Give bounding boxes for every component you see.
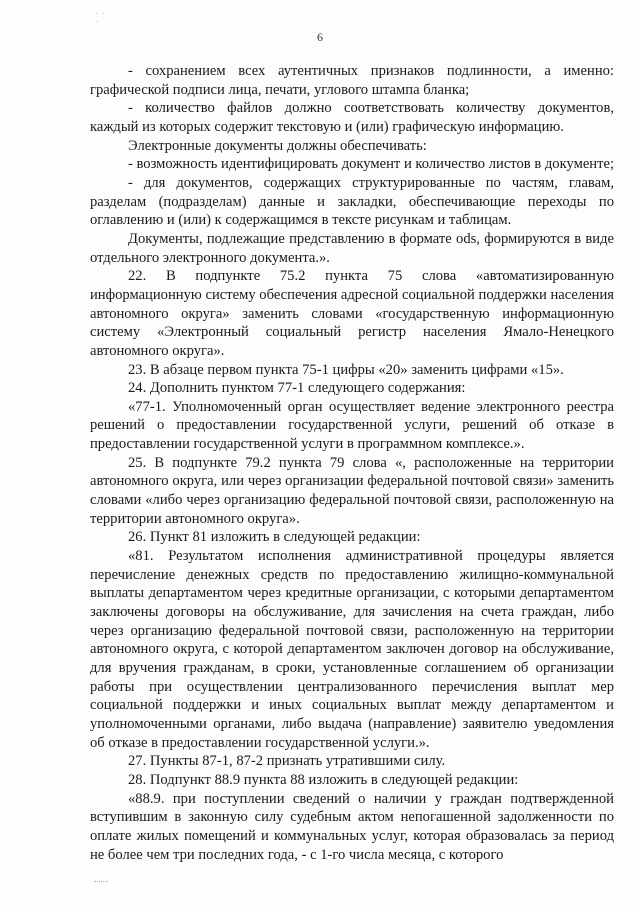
paragraph: 23. В абзаце первом пункта 75-1 цифры «20» заменить цифрами «15». [128,361,564,378]
document-body [90,62,614,864]
paragraph: 22. В подпункте 75.2 пункта 75 слова «автоматизированную информационную систему обеспечения адресной социальной поддержки населения автономного округа» заменить словами «государственную информационную систему «Электронный социальный регистр населения Ямало-Ненецкого автономного округа». [90,268,614,359]
paragraph: 27. Пункты 87-1, 87-2 признать утратившими силу. [128,753,446,770]
paragraph: «81. Результатом исполнения административной процедуры является перечисление денежных средств по предоставлению жилищно-коммунальной выплаты департаментом через кредитные организации, с которыми департаментом заключены договоры на обслуживание, для зачисления на счета граждан, либо через организацию федеральной почтовой связи, расположенную на территории автономного округа, с которой департаментом заключен договор на обслуживание, для вручения гражданам, в сроки, установленные соглашением об организации работы при осуществлении централизованного перечисления выплат мер социальной поддержки и иных социальных выплат между департаментом и уполномоченными органами, либо выдача (направление) заявителю уведомления об отказе в предоставлении государственной услуги.». [90,548,614,751]
paragraph: 24. Дополнить пунктом 77-1 следующего содержания: [128,380,466,397]
paragraph: - количество файлов должно соответствовать количеству документов, каждый из которых содержит текстовую и (или) графическую информацию. [90,100,614,135]
paragraph: - возможность идентифицировать документ и количество листов в документе; [128,156,615,173]
paragraph: 28. Подпункт 88.9 пункта 88 изложить в следующей редакции: [128,771,519,788]
paragraph: 26. Пункт 81 изложить в следующей редакции: [128,529,421,546]
paragraph: Электронные документы должны обеспечивать: [128,137,427,154]
scan-artifact-mark: · · · [96,10,106,26]
scan-artifact-mark [94,881,108,888]
paragraph: «88.9. при поступлении сведений о наличии у граждан подтвержденной вступившим в законную силу судебным актом непогашенной задолженности по оплате жилых помещений и коммунальных услуг, которая образовалась за период не более чем три последних года, - с 1-го числа месяца, с которого [90,790,614,863]
page-number: 6 [317,30,323,44]
paragraph: Документы, подлежащие представлению в формате ods, формируются в виде отдельного электронного документа.». [90,230,614,266]
paragraph: - для документов, содержащих структурированные по частям, главам, разделам (подразделам) данные и закладки, обеспечивающие переходы по оглавлению и (или) к содержащимся в тексте рисункам и таблицам. [90,174,614,229]
paragraph: «77-1. Уполномоченный орган осуществляет ведение электронного реестра решений о предоставлении государственной услуги, решений об отказе в предоставлении государственной услуги в программном комплексе.». [90,398,614,453]
paragraph: - сохранением всех аутентичных признаков подлинности, а именно: графической подписи лица, печати, углового штампа бланка; [90,63,614,98]
paragraph: 25. В подпункте 79.2 пункта 79 слова «, расположенные на территории автономного округа, или через организации федеральной почтовой связи» заменить словами «либо через организацию федеральной почтовой связи, расположенную на территории автономного округа». [90,454,614,527]
